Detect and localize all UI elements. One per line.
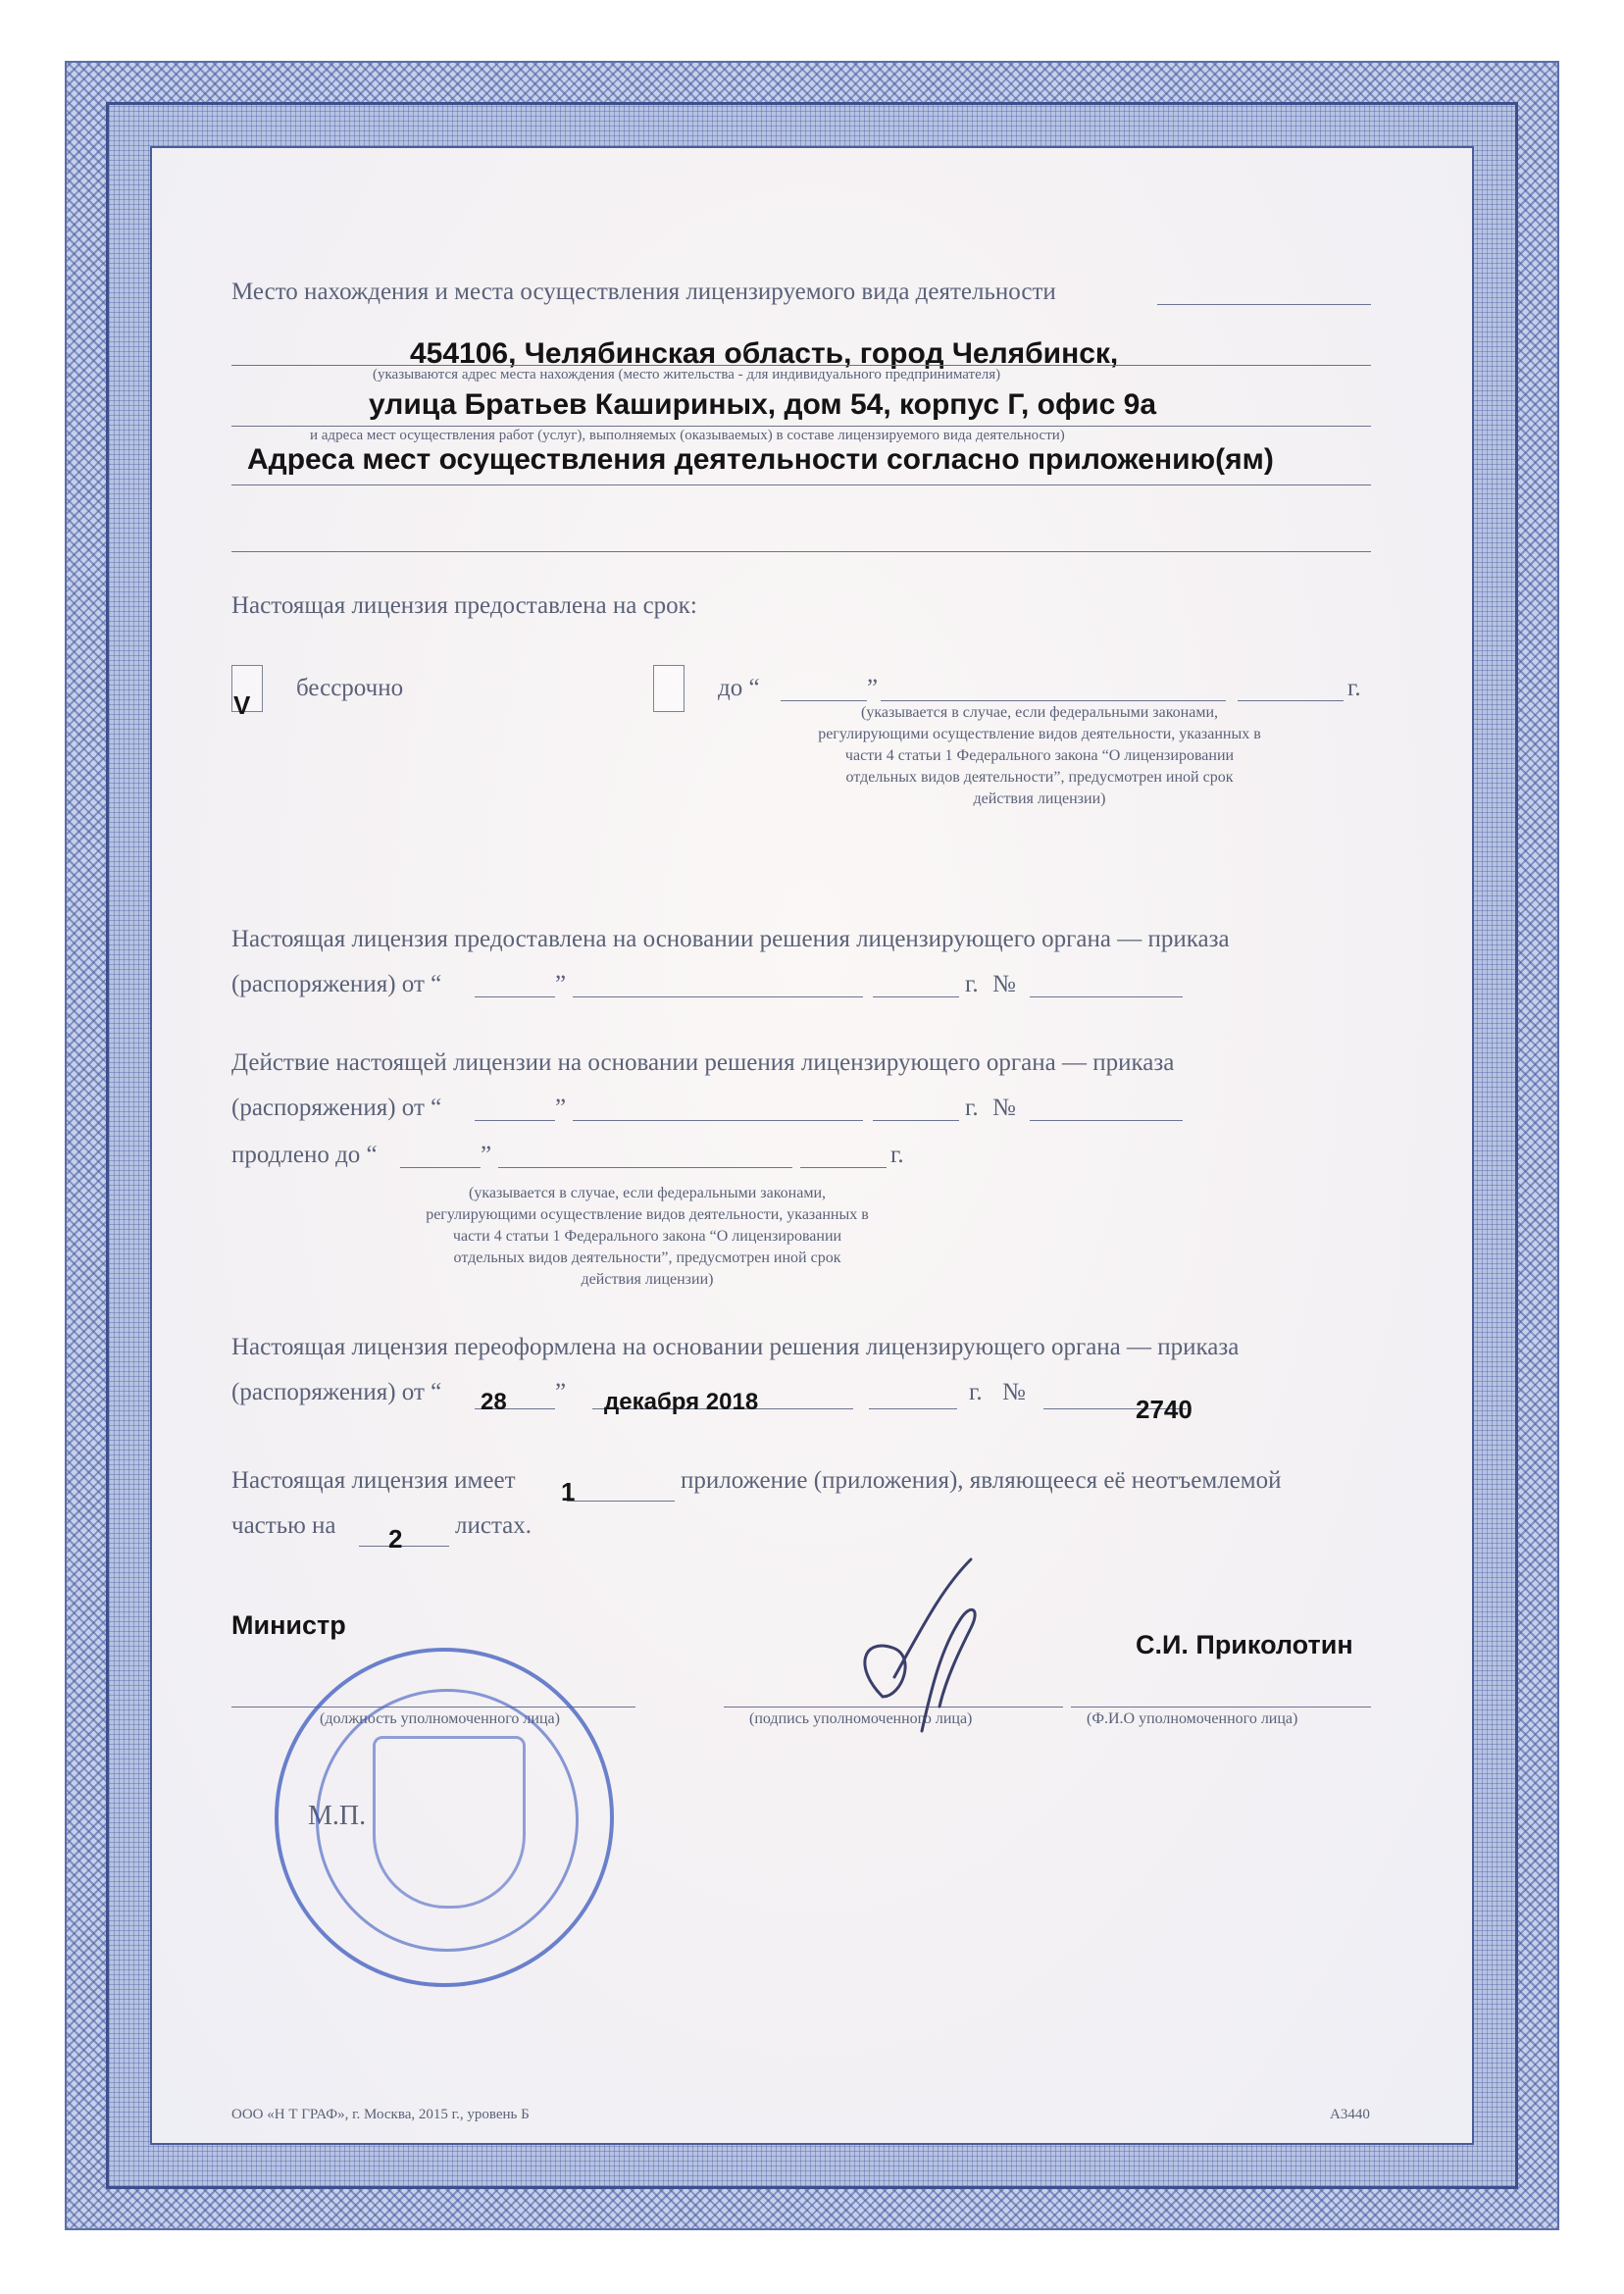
official-seal-emblem [373, 1736, 526, 1909]
reissued-number: 2740 [1136, 1395, 1193, 1424]
annex-count: 1 [561, 1477, 576, 1506]
location-label: Место нахождения и места осуществления лицензируемого вида деятельности [231, 279, 1056, 305]
annex-sheets: 2 [388, 1524, 403, 1554]
form-code: А3440 [1330, 2107, 1370, 2122]
granted-number-underline [1030, 996, 1183, 997]
granted-line-2-prefix: (распоряжения) от “ [231, 971, 442, 997]
granted-line-1: Настоящая лицензия предоставлена на основании решения лицензирующего органа — приказа [231, 926, 1230, 952]
extended-number-underline [1030, 1120, 1183, 1121]
term-hint: (указывается в случае, если федеральными законами, регулирующими осуществление видов деятельности, указанных в части 4 статьи 1 Федерального закона “О лицензировании отдельных видов деятельности”, предусмотрен иной срок действия лицензии) [818, 704, 1261, 807]
position-hint: (должность уполномоченного лица) [320, 1710, 560, 1727]
name-hint: (Ф.И.О уполномоченного лица) [1087, 1710, 1298, 1727]
address-line-2: улица Братьев Кашириных, дом 54, корпус Г, офис 9а [369, 388, 1157, 421]
reissued-year-suffix: г. [969, 1379, 983, 1405]
address-hint: (указываются адрес места нахождения (место жительства - для индивидуального предпринимателя) [373, 367, 1001, 382]
granted-quote-close: ” [555, 971, 567, 997]
extended-day-underline [475, 1120, 555, 1121]
reissued-date: декабря 2018 [604, 1389, 759, 1415]
extended-month-underline [573, 1120, 863, 1121]
reissued-year-underline [869, 1408, 957, 1409]
reissued-line-1: Настоящая лицензия переоформлена на основании решения лицензирующего органа — приказа [231, 1334, 1240, 1360]
location-label-underline [1157, 304, 1371, 305]
places-line-underline [231, 484, 1371, 485]
extended-until-year-underline [800, 1167, 887, 1168]
until-month-underline [881, 700, 1226, 701]
extended-hint: (указывается в случае, если федеральными законами, регулирующими осуществление видов деятельности, указанных в части 4 статьи 1 Федерального закона “О лицензировании отдельных видов деятельности”, предусмотрен иной срок действия лицензии) [426, 1185, 869, 1288]
extended-quote-close: ” [555, 1095, 567, 1121]
until-prefix: до “ [718, 675, 760, 701]
until-year-underline [1238, 700, 1344, 701]
annex-sheets-underline [359, 1546, 449, 1547]
printer-info: ООО «Н Т ГРАФ», г. Москва, 2015 г., уровень Б [231, 2107, 530, 2122]
indefinite-label: бессрочно [296, 675, 404, 701]
official-seal [275, 1648, 614, 1987]
extended-until-month-underline [498, 1167, 792, 1168]
annex-prefix: Настоящая лицензия имеет [231, 1467, 516, 1494]
extended-until-day-underline [400, 1167, 481, 1168]
extended-line-3-prefix: продлено до “ [231, 1142, 378, 1168]
granted-month-underline [573, 996, 863, 997]
extended-until-quote-close: ” [481, 1142, 492, 1168]
extended-number-sign: № [992, 1095, 1016, 1121]
granted-year-suffix: г. [965, 971, 979, 997]
extended-year-underline [873, 1120, 959, 1121]
signatory-position: Министр [231, 1610, 346, 1640]
annex-middle: приложение (приложения), являющееся её неотъемлемой [681, 1467, 1282, 1494]
annex-count-underline [567, 1501, 675, 1502]
until-day-underline [781, 700, 867, 701]
address-line-1-underline [231, 365, 1371, 366]
extended-line-1: Действие настоящей лицензии на основании решения лицензирующего органа — приказа [231, 1049, 1175, 1076]
annex-line-2-suffix: листах. [455, 1512, 533, 1539]
handwritten-signature [824, 1550, 1020, 1736]
reissued-number-sign: № [1002, 1379, 1026, 1405]
reissued-day: 28 [481, 1389, 507, 1415]
blank-line [231, 551, 1371, 552]
extended-year-suffix: г. [965, 1095, 979, 1121]
extended-line-2-prefix: (распоряжения) от “ [231, 1095, 442, 1121]
places-line: Адреса мест осуществления деятельности согласно приложению(ям) [247, 443, 1274, 476]
address-line-2-underline [231, 426, 1371, 427]
until-checkbox[interactable] [653, 665, 685, 712]
name-underline [1071, 1707, 1371, 1708]
extended-until-year-suffix: г. [890, 1142, 904, 1168]
places-hint: и адреса мест осуществления работ (услуг), выполняемых (оказываемых) в составе лицензируемого вида деятельности) [310, 428, 1065, 443]
granted-day-underline [475, 996, 555, 997]
address-line-1: 454106, Челябинская область, город Челябинск, [410, 337, 1119, 370]
granted-year-underline [873, 996, 959, 997]
reissued-quote-close: ” [555, 1379, 567, 1405]
term-label: Настоящая лицензия предоставлена на срок: [231, 592, 697, 619]
annex-line-2-prefix: частью на [231, 1512, 336, 1539]
signatory-name: С.И. Приколотин [1136, 1630, 1353, 1659]
until-quote-close: ” [867, 675, 879, 701]
granted-number-sign: № [992, 971, 1016, 997]
reissued-line-2-prefix: (распоряжения) от “ [231, 1379, 442, 1405]
until-year-suffix: г. [1347, 675, 1361, 701]
indefinite-check-mark: V [233, 690, 251, 720]
seal-label: М.П. [308, 1801, 367, 1831]
signature-hint: (подпись уполномоченного лица) [749, 1710, 973, 1727]
